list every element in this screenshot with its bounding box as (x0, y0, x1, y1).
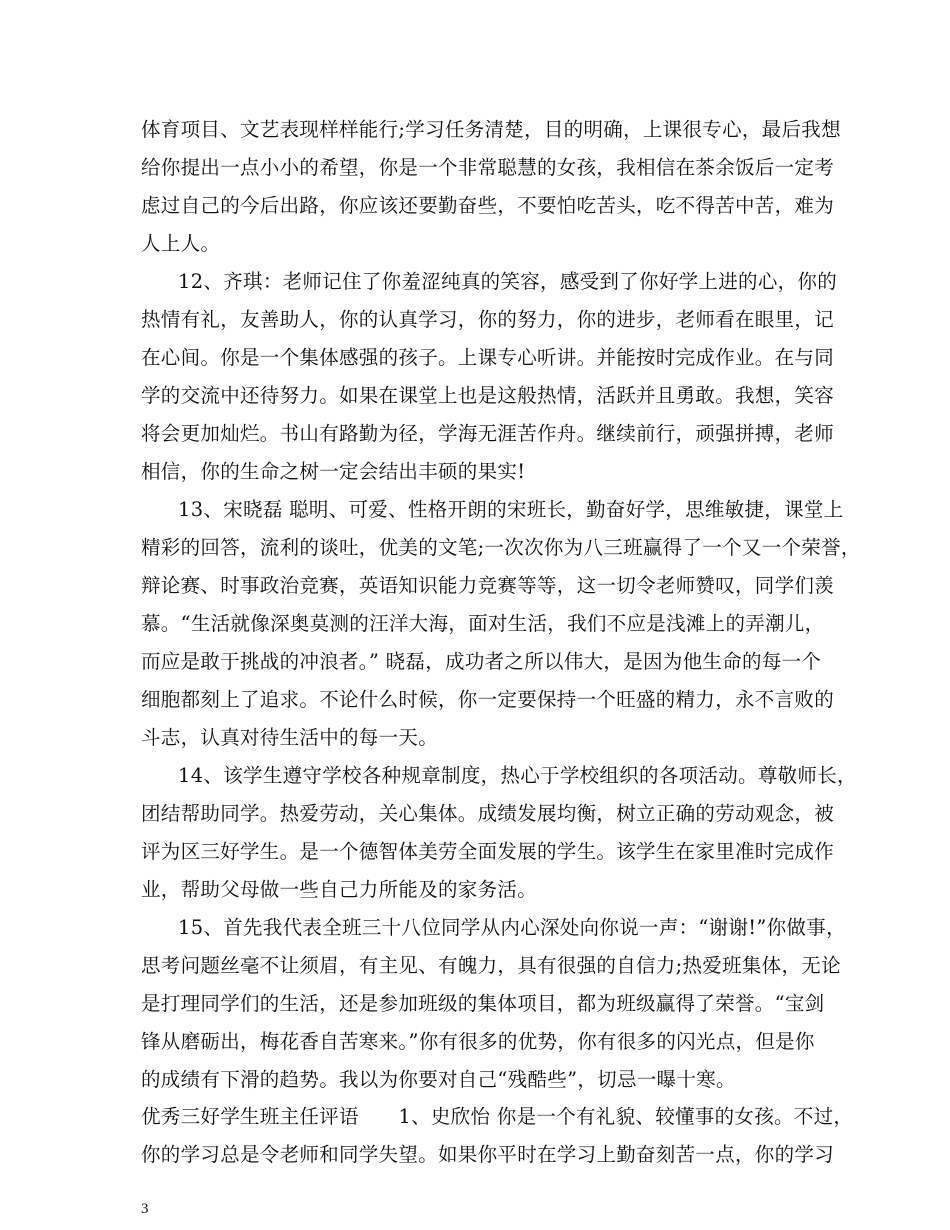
paragraph-14-start: 14、该学生遵守学校各种规章制度，热心于学校组织的各项活动。尊敬师长， (178, 764, 857, 787)
section-heading-line: 优秀三好学生班主任评语 1、史欣怡 你是一个有礼貌、较懂事的女孩。不过， (141, 1105, 854, 1128)
paragraph-12-start: 12、齐琪：老师记住了你羞涩纯真的笑容，感受到了你好学上进的心，你的 (178, 270, 838, 293)
text-line: 是打理同学们的生活，还是参加班级的集体项目，都为班级赢得了荣誉。“宝剑 (141, 992, 825, 1015)
text-line: 思考问题丝毫不让须眉，有主见、有魄力，具有很强的自信力;热爱班集体，无论 (141, 954, 841, 977)
paragraph-15-start: 15、首先我代表全班三十八位同学从内心深处向你说一声：“谢谢!”你做事， (178, 916, 846, 939)
page-number: 3 (141, 1201, 149, 1217)
text-line: 虑过自己的今后出路，你应该还要勤奋些，不要怕吃苦头，吃不得苦中苦，难为 (141, 194, 835, 217)
text-line: 你的学习总是令老师和同学失望。如果你平时在学习上勤奋刻苦一点，你的学习 (141, 1143, 835, 1166)
text-line: 慕。“生活就像深奥莫测的汪洋大海，面对生活，我们不应是浅滩上的弄潮儿， (141, 612, 825, 635)
text-line: 体育项目、文艺表现样样能行;学习任务清楚，目的明确，上课很专心，最后我想 (141, 118, 841, 141)
text-line: 精彩的回答，流利的谈吐，优美的文笔;一次次你为八三班赢得了一个又一个荣誉， (141, 536, 861, 559)
text-line: 辩论赛、时事政治竞赛，英语知识能力竞赛等等，这一切令老师赞叹，同学们羡 (141, 574, 835, 597)
text-line: 斗志，认真对待生活中的每一天。 (141, 726, 439, 749)
text-line: 学的交流中还待努力。如果在课堂上也是这般热情，活跃并且勇敢。我想，笑容 (141, 384, 835, 407)
text-line: 在心间。你是一个集体感强的孩子。上课专心听讲。并能按时完成作业。在与同 (141, 346, 835, 369)
text-line: 给你提出一点小小的希望，你是一个非常聪慧的女孩，我相信在茶余饭后一定考 (141, 156, 835, 179)
text-line: 而应是敢于挑战的冲浪者。” 晓磊，成功者之所以伟大，是因为他生命的每一个 (141, 650, 822, 673)
paragraph-13-start: 13、宋晓磊 聪明、可爱、性格开朗的宋班长，勤奋好学，思维敏捷，课堂上 (178, 498, 844, 521)
text-line: 热情有礼，友善助人，你的认真学习，你的努力，你的进步，老师看在眼里，记 (141, 308, 835, 331)
text-line: 的成绩有下滑的趋势。我以为你要对自己“残酷些”，切忌一曝十寒。 (141, 1068, 736, 1091)
text-line: 锋从磨砺出，梅花香自苦寒来。”你有很多的优势，你有很多的闪光点，但是你 (141, 1030, 815, 1053)
text-line: 相信，你的生命之树一定会结出丰硕的果实! (141, 460, 526, 483)
text-line: 人上人。 (141, 232, 221, 255)
text-line: 业，帮助父母做一些自己力所能及的家务活。 (141, 878, 538, 901)
text-line: 团结帮助同学。热爱劳动，关心集体。成绩发展均衡，树立正确的劳动观念，被 (141, 802, 835, 825)
text-line: 细胞都刻上了追求。不论什么时候，你一定要保持一个旺盛的精力，永不言败的 (141, 688, 835, 711)
text-line: 评为区三好学生。是一个德智体美劳全面发展的学生。该学生在家里准时完成作 (141, 840, 835, 863)
text-line: 将会更加灿烂。书山有路勤为径，学海无涯苦作舟。继续前行，顽强拼搏，老师 (141, 422, 835, 445)
